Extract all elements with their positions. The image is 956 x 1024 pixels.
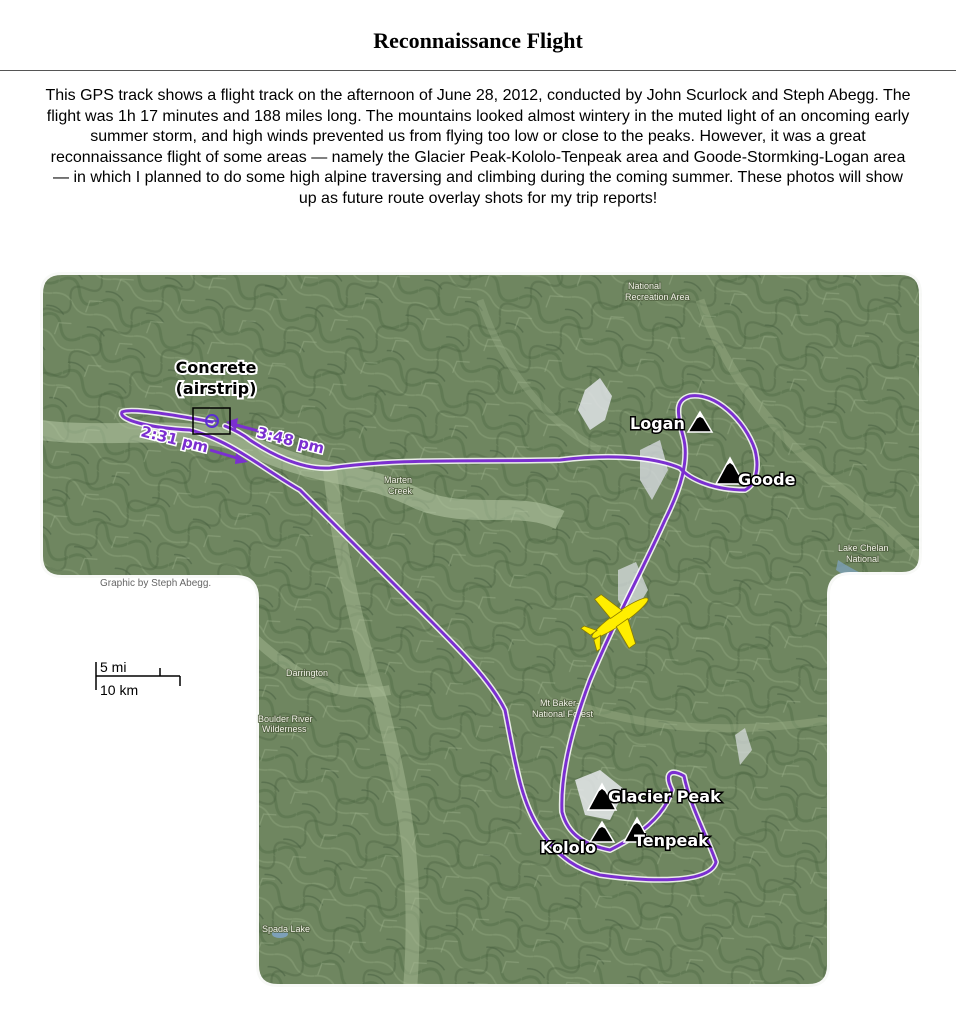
peak-label-goode: Goode: [738, 470, 796, 489]
basemap-label-darrington: Darrington: [286, 668, 329, 678]
terrain-basemap: [30, 260, 930, 1000]
basemap-label-recreation-area-1: National: [628, 281, 662, 291]
basemap-label-marten-creek-2: Creek: [388, 486, 413, 496]
basemap-label-mt-baker-nf-2: National Forest: [532, 709, 594, 719]
intro-paragraph: This GPS track shows a flight track on the afternoon of June 28, 2012, conducted by John Scurlock and Steph Abegg. The flight was 1h 17 minutes and 188 miles long. The mountains looked almost wintery in the muted light of an oncoming early summer storm, and high winds prevented us from flying too low or close to the peaks. However, it was a great reconnaissance flight of some areas — namely the Glacier Peak-Kololo-Tenpeak area and Goode-Stormking-Logan area — in which I planned to do some high alpine traversing and climbing during the coming summer. These photos will show up as future route overlay shots for my trip reports!: [45, 87, 911, 207]
peak-label-glacier-peak: Glacier Peak: [608, 787, 721, 806]
basemap-label-boulder-river-2: Wilderness: [262, 724, 307, 734]
basemap-label-mt-baker-nf-1: Mt Baker-: [540, 698, 580, 708]
map-credit: Graphic by Steph Abegg.: [100, 578, 212, 589]
airstrip-label-line1: Concrete: [175, 358, 257, 377]
peak-label-tenpeak: Tenpeak: [634, 831, 709, 850]
return-time-label: 3:48 pm: [255, 423, 327, 458]
basemap-label-lake-chelan-1: Lake Chelan: [838, 543, 889, 553]
basemap-label-boulder-river-1: Boulder River: [258, 714, 313, 724]
peak-label-kololo: Kololo: [540, 838, 597, 857]
departure-time-label: 2:31 pm: [139, 422, 211, 457]
basemap-label-lake-chelan-2: National: [846, 554, 880, 564]
scale-label-mi: 5 mi: [100, 659, 127, 675]
basemap-label-spada-lake: Spada Lake: [262, 924, 311, 934]
basemap-label-recreation-area-2: Recreation Area: [625, 292, 690, 302]
basemap-label-marten-creek-1: Marten: [384, 475, 413, 485]
peak-label-logan: Logan: [630, 414, 685, 433]
page-title: Reconnaissance Flight: [373, 28, 583, 53]
scale-label-km: 10 km: [100, 682, 139, 698]
airstrip-label-line2: (airstrip): [175, 379, 257, 398]
